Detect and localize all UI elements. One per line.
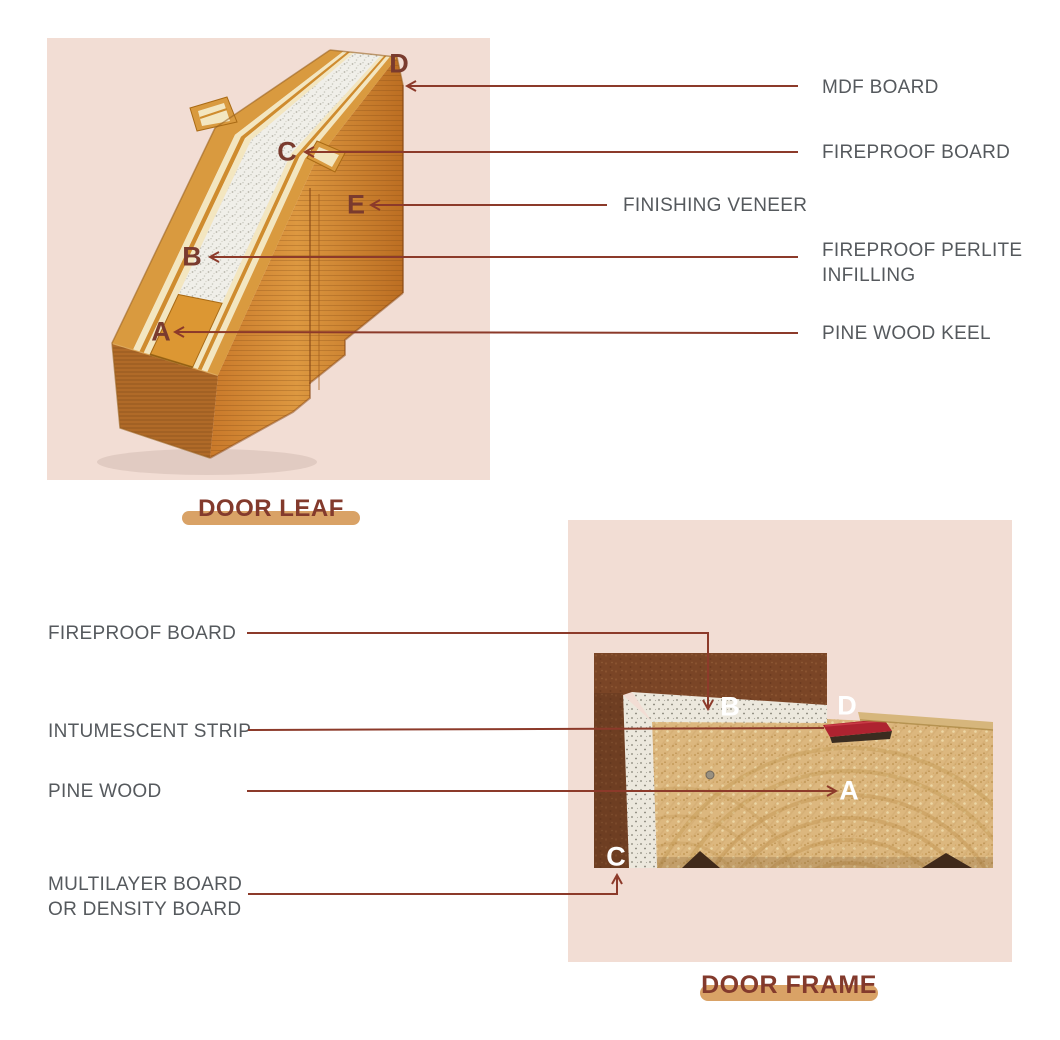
door-leaf-title: DOOR LEAF (198, 495, 344, 522)
label-multilayer-line1: MULTILAYER BOARD (48, 874, 243, 895)
leaf-marker-c: C (277, 136, 297, 167)
label-multilayer-board (48, 872, 242, 922)
label-fireproof-board: FIREPROOF BOARD (822, 142, 1011, 163)
door-frame-panel (568, 520, 1012, 962)
screw-head (706, 771, 714, 779)
door-leaf-panel (47, 38, 490, 480)
label-finishing-veneer: FINISHING VENEER (623, 195, 808, 216)
label-intumescent-strip: INTUMESCENT STRIP (48, 721, 252, 742)
frame-marker-a: A (839, 775, 859, 806)
door-frame-title: DOOR FRAME (701, 971, 877, 999)
label-frame-fireproof-board: FIREPROOF BOARD (48, 623, 237, 644)
label-mdf-board: MDF BOARD (822, 77, 939, 98)
label-multilayer-line2: OR DENSITY BOARD (48, 899, 242, 920)
frame-marker-b: B (720, 691, 740, 722)
door-frame-photo (594, 653, 993, 868)
label-pine-wood-keel: PINE WOOD KEEL (822, 323, 991, 344)
leaf-marker-b: B (182, 241, 202, 272)
label-fireproof-perlite-infilling (822, 238, 1022, 288)
label-perlite-line2: INFILLING (822, 265, 916, 286)
door-leaf-cutaway-illustration (47, 38, 490, 480)
label-pine-wood: PINE WOOD (48, 781, 162, 802)
frame-marker-d: D (837, 690, 857, 721)
label-perlite-line1: FIREPROOF PERLITE (822, 240, 1023, 261)
leaf-marker-d: D (389, 48, 409, 79)
frame-marker-c: C (606, 841, 626, 872)
leaf-marker-e: E (346, 189, 366, 220)
leaf-marker-a: A (151, 316, 171, 347)
leader-multilayer-board (248, 876, 617, 894)
